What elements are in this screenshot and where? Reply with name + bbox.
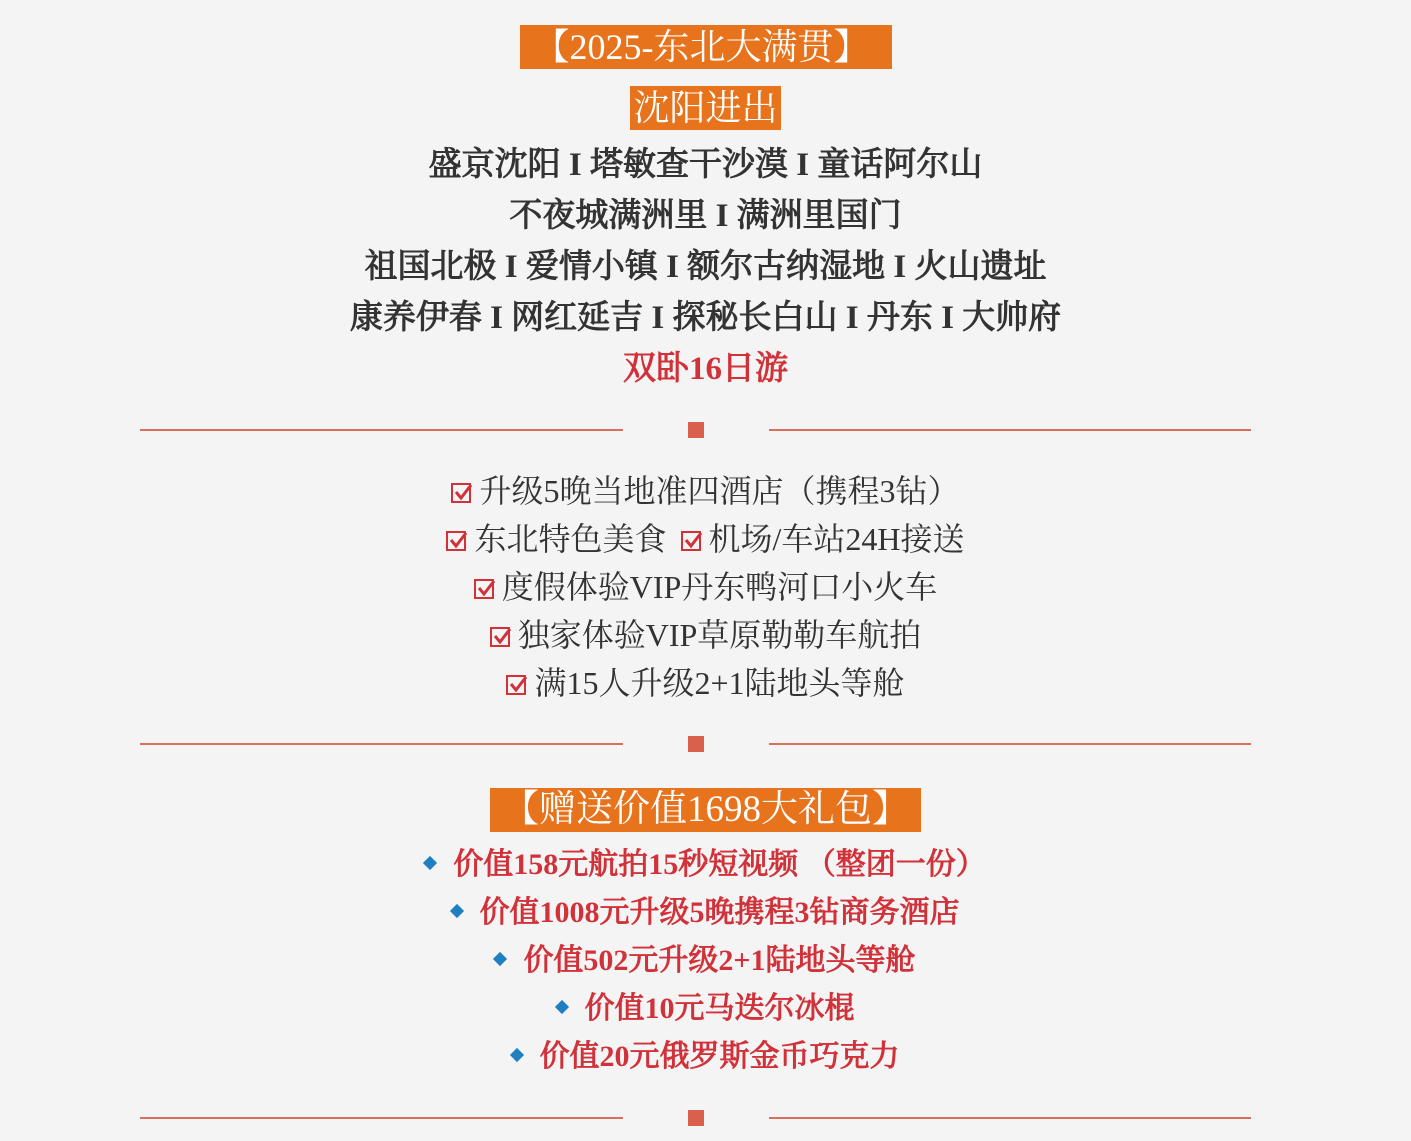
gift-header — [0, 788, 1411, 832]
page-subtitle: 沈阳进出 — [630, 86, 780, 130]
square-icon — [688, 422, 704, 438]
feature-item: 独家体验VIP草原勒勒车航拍 — [0, 611, 1411, 659]
checkbox-checked-icon — [506, 675, 526, 695]
diamond-icon — [554, 1000, 568, 1014]
subtitle-section — [0, 86, 1411, 130]
checkbox-checked-icon — [451, 483, 471, 503]
duration-label: 双卧16日游 — [623, 351, 788, 387]
feature-item: 东北特色美食 机场/车站24H接送 — [0, 515, 1411, 563]
diamond-icon — [449, 904, 463, 918]
gift-item: 价值20元俄罗斯金币巧克力 — [0, 1033, 1411, 1081]
route-line: 盛京沈阳 I 塔敏查干沙漠 I 童话阿尔山 — [428, 147, 983, 183]
gift-item: 价值502元升级2+1陆地头等舱 — [0, 937, 1411, 985]
diamond-icon — [423, 856, 437, 870]
divider-line — [769, 429, 1251, 431]
checkbox-checked-icon — [446, 531, 466, 551]
square-icon — [688, 736, 704, 752]
diamond-icon — [493, 952, 507, 966]
route-line: 康养伊春 I 网红延吉 I 探秘长白山 I 丹东 I 大帅府 — [349, 300, 1062, 336]
section-divider — [140, 1108, 1251, 1128]
feature-item: 满15人升级2+1陆地头等舱 — [0, 659, 1411, 707]
divider-line — [769, 743, 1251, 745]
gift-list — [0, 841, 1411, 1081]
section-divider — [140, 734, 1251, 754]
feature-item: 升级5晚当地准四酒店（携程3钻） — [0, 467, 1411, 515]
divider-line — [140, 743, 623, 745]
diamond-icon — [509, 1048, 523, 1062]
divider-line — [140, 1117, 623, 1119]
checkbox-checked-icon — [474, 579, 494, 599]
gift-item: 价值1008元升级5晚携程3钻商务酒店 — [0, 889, 1411, 937]
divider-line — [140, 429, 623, 431]
route-list — [0, 140, 1411, 395]
gift-title: 【赠送价值1698大礼包】 — [490, 788, 921, 832]
checkbox-checked-icon — [681, 531, 701, 551]
divider-line — [769, 1117, 1251, 1119]
square-icon — [688, 1110, 704, 1126]
route-line: 不夜城满洲里 I 满洲里国门 — [509, 198, 902, 234]
route-line: 祖国北极 I 爱情小镇 I 额尔古纳湿地 I 火山遗址 — [364, 249, 1047, 285]
gift-item: 价值158元航拍15秒短视频 （整团一份） — [0, 841, 1411, 889]
feature-item: 度假体验VIP丹东鸭河口小火车 — [0, 563, 1411, 611]
checkbox-checked-icon — [490, 627, 510, 647]
page-title: 【2025-东北大满贯】 — [520, 25, 892, 69]
gift-item: 价值10元马迭尔冰棍 — [0, 985, 1411, 1033]
header-section — [0, 25, 1411, 69]
feature-list — [0, 467, 1411, 707]
section-divider — [140, 420, 1251, 440]
